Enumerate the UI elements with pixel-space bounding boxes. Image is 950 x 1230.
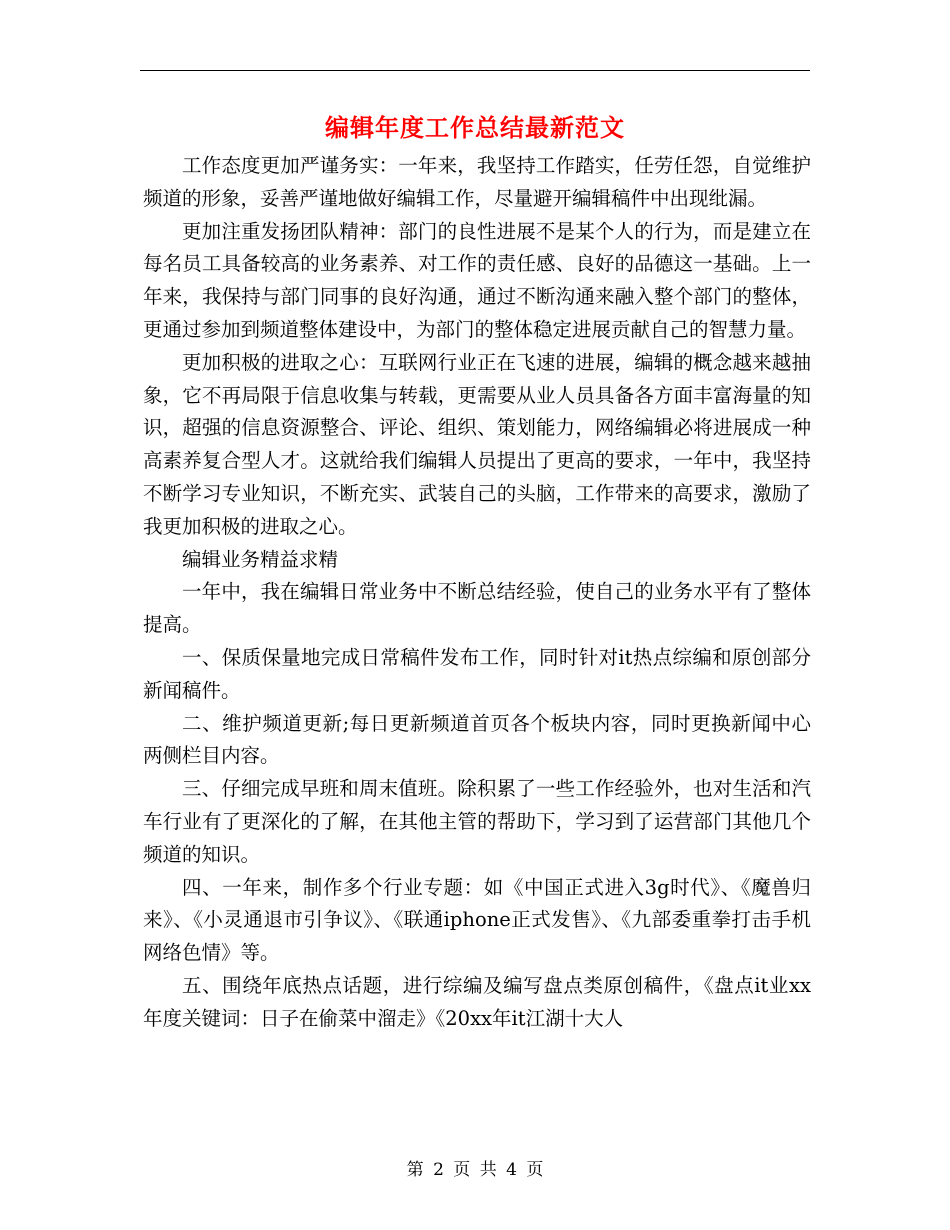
- paragraph-summary: 一年中，我在编辑日常业务中不断总结经验，使自己的业务水平有了整体提高。: [143, 580, 811, 637]
- header-rule: [140, 70, 810, 71]
- document-body: [143, 150, 811, 1036]
- paragraph-enterprising: 更加积极的进取之心：互联网行业正在飞速的进展，编辑的概念越来越抽象，它不再局限于信息收集与转载，更需要从业人员具备各方面丰富海量的知识，超强的信息资源整合、评论、组织、策划能力，网络编辑必将进展成一种高素养复合型人才。这就给我们编辑人员提出了更高的要求，一年中，我坚持不断学习专业知识，不断充实、武装自己的头脑，工作带来的高要求，激励了我更加积极的进取之心。: [143, 350, 811, 538]
- page-number-footer: 第 2 页 共 4 页: [406, 1160, 544, 1180]
- paragraph-item-1: 一、保质保量地完成日常稿件发布工作，同时针对it热点综编和原创部分新闻稿件。: [143, 645, 811, 702]
- document-title: 编辑年度工作总结最新范文: [325, 113, 625, 142]
- paragraph-item-2: 二、维护频道更新;每日更新频道首页各个板块内容，同时更换新闻中心两侧栏目内容。: [143, 711, 811, 768]
- paragraph-section-heading: 编辑业务精益求精: [182, 547, 339, 571]
- paragraph-item-5: 五、围绕年底热点话题，进行综编及编写盘点类原创稿件，《盘点it业xx年度关键词：日子在偷菜中溜走》《20xx年it江湖十大人: [143, 973, 811, 1030]
- paragraph-work-attitude: 工作态度更加严谨务实：一年来，我坚持工作踏实，任劳任怨，自觉维护频道的形象，妥善严谨地做好编辑工作，尽量避开编辑稿件中出现纰漏。: [143, 154, 811, 210]
- paragraph-item-4: 四、一年来，制作多个行业专题：如《中国正式进入3g时代》、《魔兽归来》、《小灵通退市引争议》、《联通iphone正式发售》、《九部委重拳打击手机网络色情》等。: [143, 875, 811, 965]
- paragraph-team-spirit: 更加注重发扬团队精神：部门的良性进展不是某个人的行为，而是建立在每名员工具备较高的业务素养、对工作的责任感、良好的品德这一基础。上一年来，我保持与部门同事的良好沟通，通过不断沟通来融入整个部门的整体，更通过参加到频道整体建设中，为部门的整体稳定进展贡献自己的智慧力量。: [143, 219, 811, 341]
- paragraph-item-3: 三、仔细完成早班和周末值班。除积累了一些工作经验外，也对生活和汽车行业有了更深化的了解，在其他主管的帮助下，学习到了运营部门其他几个频道的知识。: [143, 777, 811, 866]
